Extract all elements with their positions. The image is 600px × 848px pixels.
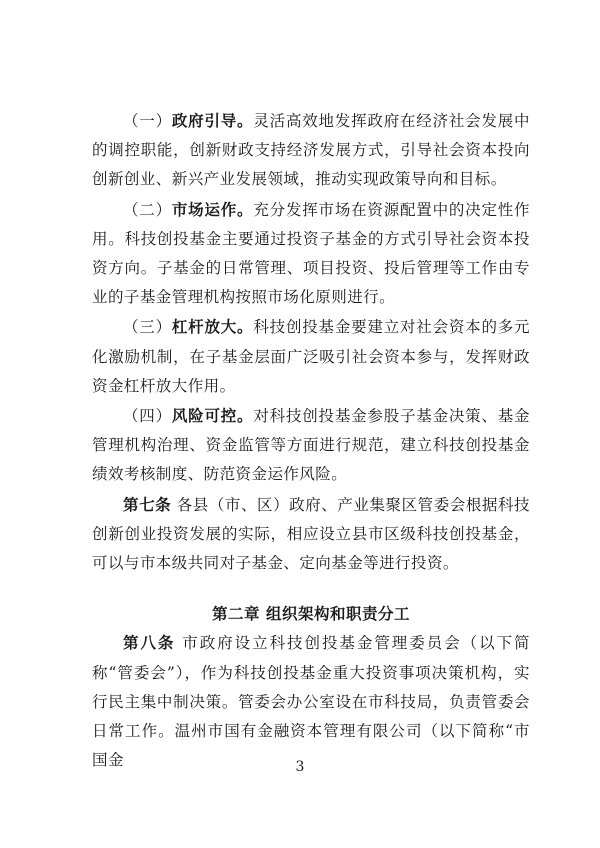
paragraph-leverage [92,312,530,401]
item-heading: 风险可控。 [171,406,254,426]
paragraph-market-operation [92,195,530,313]
paragraph-risk-control [92,401,530,490]
article-8 [92,628,530,775]
article-text: 各县（市、区）政府、产业集聚区管委会根据科技创新创业投资发展的实际，相应设立县市区级科技创投基金，可以与市本级共同对子基金、定向基金等进行投资。 [92,495,530,573]
paragraph-policy-guidance [92,106,530,195]
page-number: 3 [295,759,305,775]
item-text: 灵活高效地发挥政府在经济社会发展中的调控职能，创新财政支持经济发展方式，引导社会资本投向创新创业、新兴产业发展领域，推动实现政策导向和目标。 [92,112,530,189]
item-text: 充分发挥市场在资源配置中的决定性作用。科技创投基金主要通过投资子基金的方式引导社会资本投资方向。子基金的日常管理、项目投资、投后管理等工作由专业的子基金管理机构按照市场化原则进行。 [92,200,530,307]
article-7 [92,490,530,579]
chapter-title: 第二章 组织架构和职责分工 [212,604,410,624]
item-number: （二） [123,200,172,219]
body-text [92,106,530,775]
item-text: 科技创投基金要建立对社会资本的多元化激励机制，在子基金层面广泛吸引社会资本参与，发挥财政资金杠杆放大作用。 [92,318,530,395]
article-heading: 第八条 [123,633,176,653]
item-number: （四） [123,407,172,426]
item-text: 对科技创投基金参股子基金决策、基金管理机构治理、资金监管等方面进行规范，建立科技创投基金绩效考核制度、防范资金运作风险。 [92,407,530,484]
item-number: （三） [123,318,172,337]
article-text: 市政府设立科技创投基金管理委员会（以下简称“管委会”），作为科技创投基金重大投资事项决策机构，实行民主集中制决策。管委会办公室设在市科技局，负责管委会日常工作。温州市国有金融资本管理有限公司（以下简称“市国金 [92,634,530,770]
item-number: （一） [123,112,172,130]
article-heading: 第七条 [123,494,172,514]
item-heading: 杠杆放大。 [171,317,254,337]
item-heading: 市场运作。 [171,199,254,219]
item-heading: 政府引导。 [171,111,254,130]
